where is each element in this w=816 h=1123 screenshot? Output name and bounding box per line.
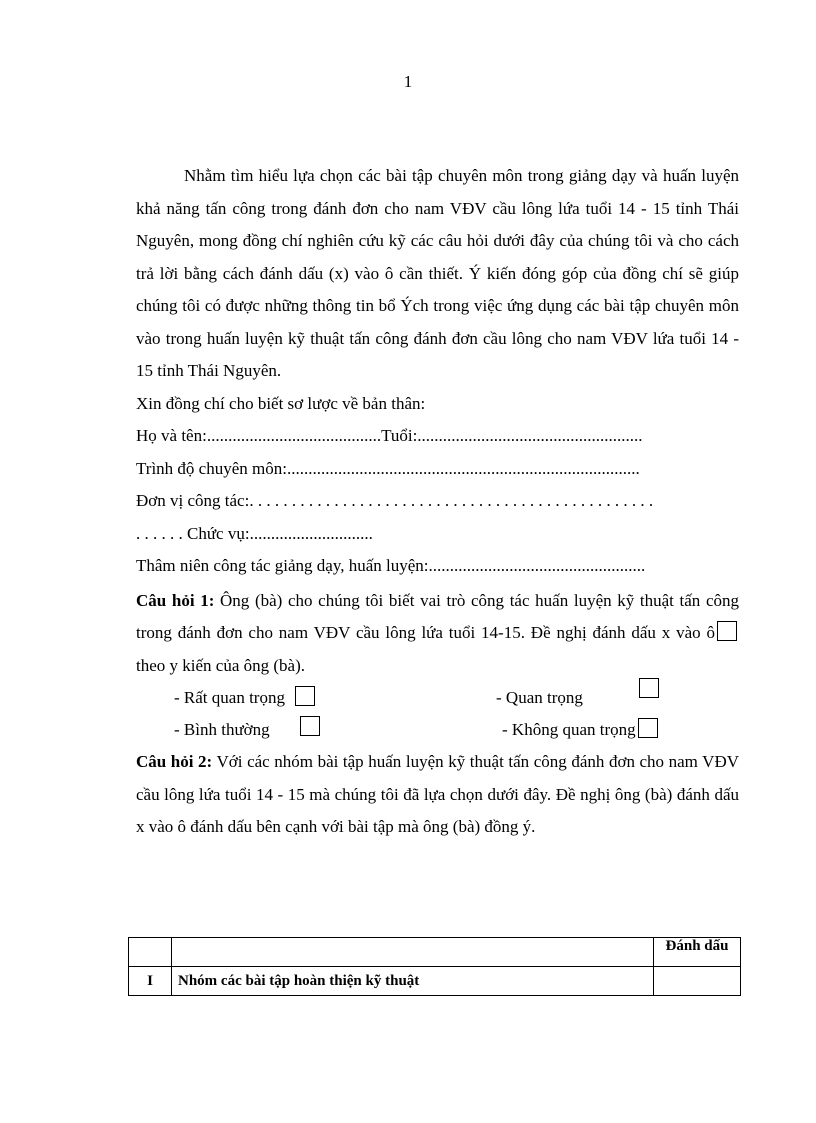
option-label: - Không quan trọng <box>502 720 636 739</box>
table-row <box>129 967 741 996</box>
option-very-important <box>174 682 317 714</box>
checkbox-important[interactable] <box>639 678 659 698</box>
question-2-label: Câu hỏi 2: <box>136 752 213 771</box>
workplace-field[interactable]: Đơn vị công tác:. . . . . . . . . . . . . . . . . . . . . . . . . . . . . . . . . . . . . . . . . . . . . . . . <box>136 491 654 510</box>
row-mark-cell[interactable] <box>654 967 741 996</box>
option-label: - Bình thường <box>174 720 270 739</box>
option-label: - Rất quan trọng <box>174 688 285 707</box>
option-not-important <box>502 714 660 746</box>
questionnaire-body <box>136 160 739 844</box>
intro-paragraph: Nhằm tìm hiểu lựa chọn các bài tập chuyên môn trong giảng dạy và huấn luyện khả năng tấn công trong đánh đơn cho nam VĐV cầu lông lứa tuổi 14 - 15 tỉnh Thái Nguyên, mong đồng chí nghiên cứu kỹ các câu hỏi dưới đây của chúng tôi và cho cách trả lời bằng cách đánh dấu (x) vào ô cần thiết. Ý kiến đóng góp của đồng chí sẽ giúp chúng tôi có được những thông tin bổ Ých trong việc ứng dụng các bài tập chuyên môn vào trong huấn luyện kỹ thuật tấn công đánh đơn cầu lông cho nam VĐV lứa tuổi 14 - 15 tỉnh Thái Nguyên. <box>136 166 739 380</box>
name-age-field[interactable]: Họ và tên:.........................................Tuổi:..................................................... <box>136 426 643 445</box>
header-mark-cell: Đánh dấu <box>654 938 741 967</box>
options-row-2 <box>136 714 739 746</box>
table-header-row <box>129 938 741 967</box>
option-normal <box>174 714 322 746</box>
question-2 <box>136 746 739 844</box>
job-position-field[interactable]: . . . . . . Chức vụ:............................. <box>136 523 373 543</box>
checkbox-very-important[interactable] <box>295 686 315 706</box>
question-2-text: Với các nhóm bài tập huấn luyện kỹ thuật tấn công đánh đơn cho nam VĐV cầu lông lứa tuổi 14 - 15 mà chúng tôi đã lựa chọn dưới đây. Đề nghị ông (bà) đánh dấu x vào ô đánh dấu bên cạnh với bài tập mà ông (bà) đồng ý. <box>136 752 740 836</box>
question-1-text-end: theo y kiến của ông (bà). <box>136 655 305 675</box>
page-number: 1 <box>403 72 413 91</box>
row-number: I <box>129 967 172 996</box>
option-label: - Quan trọng <box>496 688 583 707</box>
question-1-text: Ông (bà) cho chúng tôi biết vai trò công tác huấn luyện kỹ thuật tấn công trong đánh đơn cho nam VĐV cầu lông lứa tuổi 14-15. Đề nghị đánh dấu x vào ô <box>136 590 739 642</box>
checkbox-normal[interactable] <box>300 716 320 736</box>
exercise-table <box>128 937 741 996</box>
header-name-cell <box>172 938 654 967</box>
qualification-field[interactable]: Trình độ chuyên môn:................................................................................... <box>136 458 640 478</box>
row-group-name: Nhóm các bài tập hoàn thiện kỹ thuật <box>172 967 654 996</box>
checkbox-not-important[interactable] <box>638 718 658 738</box>
seniority-field[interactable]: Thâm niên công tác giảng dạy, huấn luyện:................................................... <box>136 556 646 575</box>
question-1-label: Câu hỏi 1: <box>136 590 215 610</box>
option-important <box>496 682 661 714</box>
options-row-1 <box>136 682 739 714</box>
personal-info-heading: Xin đồng chí cho biết sơ lược về bản thân: <box>136 393 426 413</box>
question-1 <box>136 585 739 683</box>
header-num-cell <box>129 938 172 967</box>
example-checkbox <box>717 621 737 641</box>
